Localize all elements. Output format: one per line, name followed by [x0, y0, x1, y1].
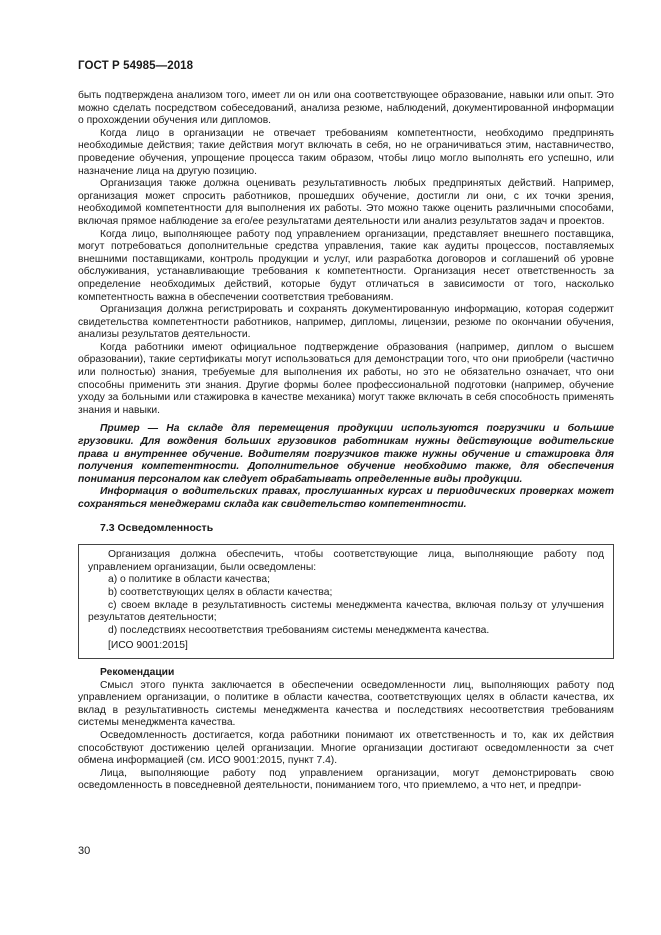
example-paragraph: Информация о водительских правах, прослушанных курсах и периодических проверках может сохраняться менеджерами склада как свидетельство компетентности.: [78, 486, 614, 510]
body-paragraph: Когда лицо в организации не отвечает требованиям компетентности, необходимо предпринять необходимые действия; такие действия могут включать в себя, но не ограничиваться этим, наставничество, проведение обучения, упрощение процесса таким образом, чтобы лицо могло выполнять его успешно, или назначение лица на другую позицию.: [78, 127, 614, 177]
example-block: [78, 423, 614, 511]
body-paragraph: Организация также должна оценивать результативность любых предпринятых действий. Например, организация может спросить работников, прошедших обучение, достигли ли они, с их точки зрения, необходимой компетентности для выполнения их работы. Это можно также оценить различными способами, включая прямое наблюдение за его/ее результатами деятельности или анализ результатов задач и проектов.: [78, 178, 614, 227]
recommendations-heading: Рекомендации: [100, 666, 175, 678]
example-paragraph: Пример — На складе для перемещения продукции используются погрузчики и большие грузовики. Для вождения больших грузовиков работникам нужны действующие водительские права и внутреннее обучение. Водителям погрузчиков также нужны обучение и стажировка для получения компетентности. Дополнительное обучение необходимо также, для обеспечения понимания персоналом как следует обрабатывать определенные виды продукции.: [78, 423, 614, 485]
section-heading: 7.3 Осведомленность: [100, 521, 214, 534]
requirement-item: b) соответствующих целях в области качества;: [108, 586, 333, 598]
requirement-reference: [ИСО 9001:2015]: [108, 640, 188, 652]
page-content: [78, 90, 614, 793]
requirement-intro: Организация должна обеспечить, чтобы соответствующие лица, выполняющие работу под управлением организации, были осведомлены:: [88, 549, 604, 573]
requirement-item: d) последствиях несоответствия требованиям системы менеджмента качества.: [108, 624, 490, 636]
requirement-item: a) о политике в области качества;: [108, 574, 270, 586]
recommendation-paragraph: Смысл этого пункта заключается в обеспечении осведомленности лиц, выполняющих работу под управлением организации, о политике в области качества, соответствующих целях в области качества, их вклад в результативность системы менеджмента качества и последствиях несоответствия требованиям системы менеджмента качества.: [78, 679, 614, 729]
recommendation-paragraph: Осведомленность достигается, когда работники понимают их ответственность и то, как их действия способствуют достижению целей организации. Многие организации достигают осведомленности за счет обмена информацией (см. ИСО 9001:2015, пункт 7.4).: [78, 729, 614, 767]
requirement-item: c) своем вкладе в результативность системы менеджмента качества, включая пользу от улучшения результатов деятельности;: [88, 599, 604, 624]
body-paragraph: Когда работники имеют официальное подтверждение образования (например, диплом о высшем образовании), такие сертификаты могут использоваться для демонстрации того, что они приобрели (частично или полностью) знания, требуемые для выполнения их работы, но это не обязательно означает, что они способны применить эти знания. Другие формы более профессиональной подготовки (например, обучение уходу за больными или стажировка в качестве механика) могут также включать в себя способность применять знания и навыки.: [78, 341, 614, 416]
requirement-box: [78, 544, 614, 659]
standard-code-header: ГОСТ Р 54985—2018: [78, 60, 194, 72]
body-paragraph: быть подтверждена анализом того, имеет ли он или она соответствующее образование, навыки или опыт. Это можно сделать посредством собеседований, анализа резюме, наблюдений, документированной информации о прохождении обучения или дипломов.: [78, 90, 614, 127]
body-paragraph: Организация должна регистрировать и сохранять документированную информацию, которая содержит свидетельства компетентности работников, например, дипломы, лицензии, резюме по окончании обучения, анализы результатов деятельности.: [78, 304, 614, 341]
recommendation-paragraph: Лица, выполняющие работу под управлением организации, могут демонстрировать свою осведомленность в повседневной деятельности, пониманием того, что приемлемо, а что нет, и предпри-: [78, 767, 614, 792]
page-number: 30: [78, 845, 91, 857]
body-paragraph: Когда лицо, выполняющее работу под управлением организации, представляет внешнего поставщика, могут потребоваться дополнительные средства управления, такие как аудиты процессов, поставляемых внешними поставщиками, контроль продукции и услуг, или разработка договоров и соглашений об уровне обслуживания, устанавливающие требования к компетентности. Организация несет ответственность за определение необходимых действий, которые будут отличаться в зависимости от того, насколько компетентность важна в обеспечении соответствия требованиям.: [78, 228, 614, 303]
